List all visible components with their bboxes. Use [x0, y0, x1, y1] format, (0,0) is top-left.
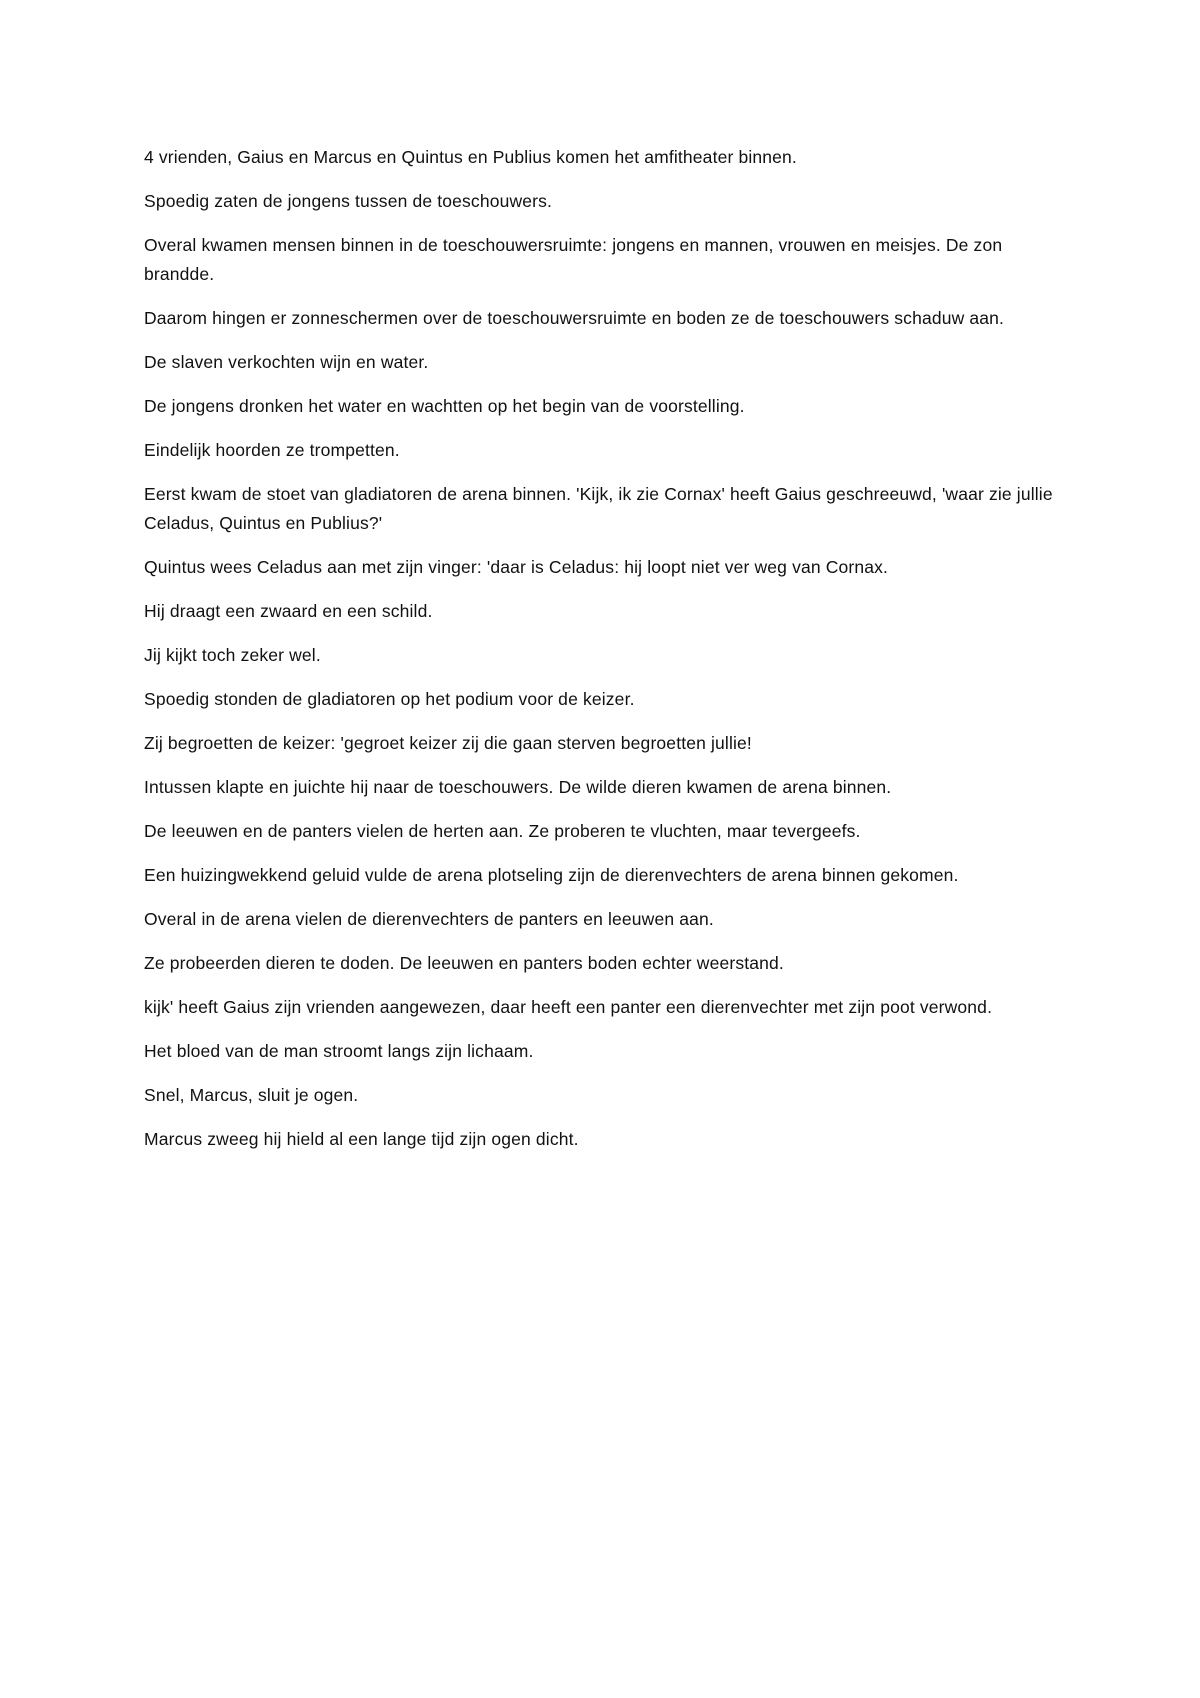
paragraph: Overal kwamen mensen binnen in de toeschouwersruimte: jongens en mannen, vrouwen en meisjes. De zon brandde. — [144, 235, 1003, 284]
paragraph: Een huizingwekkend geluid vulde de arena plotseling zijn de dierenvechters de arena binnen gekomen. — [144, 865, 959, 885]
paragraph: Marcus zweeg hij hield al een lange tijd zijn ogen dicht. — [144, 1129, 579, 1149]
paragraph: Eindelijk hoorden ze trompetten. — [144, 440, 400, 460]
paragraph: Spoedig stonden de gladiatoren op het podium voor de keizer. — [144, 689, 635, 709]
paragraph: Daarom hingen er zonneschermen over de toeschouwersruimte en boden ze de toeschouwers schaduw aan. — [144, 308, 1005, 328]
paragraph: De jongens dronken het water en wachtten op het begin van de voorstelling. — [144, 396, 745, 416]
paragraph: Intussen klapte en juichte hij naar de toeschouwers. De wilde dieren kwamen de arena binnen. — [144, 777, 892, 797]
paragraph: Ze probeerden dieren te doden. De leeuwen en panters boden echter weerstand. — [144, 953, 784, 973]
paragraph: 4 vrienden, Gaius en Marcus en Quintus en Publius komen het amfitheater binnen. — [144, 147, 797, 167]
paragraph: Jij kijkt toch zeker wel. — [144, 645, 321, 665]
paragraph: Hij draagt een zwaard en een schild. — [144, 601, 433, 621]
paragraph: Quintus wees Celadus aan met zijn vinger: 'daar is Celadus: hij loopt niet ver weg van Cornax. — [144, 557, 889, 577]
paragraph: kijk' heeft Gaius zijn vrienden aangewezen, daar heeft een panter een dierenvechter met zijn poot verwond. — [144, 997, 993, 1017]
paragraph: De leeuwen en de panters vielen de herten aan. Ze proberen te vluchten, maar tevergeefs. — [144, 821, 861, 841]
paragraph: Overal in de arena vielen de dierenvechters de panters en leeuwen aan. — [144, 909, 714, 929]
paragraph: Spoedig zaten de jongens tussen de toeschouwers. — [144, 191, 553, 211]
paragraph: Snel, Marcus, sluit je ogen. — [144, 1085, 359, 1105]
paragraph: De slaven verkochten wijn en water. — [144, 352, 429, 372]
paragraph: Eerst kwam de stoet van gladiatoren de arena binnen. 'Kijk, ik zie Cornax' heeft Gaius geschreeuwd, 'waar zie jullie Celadus, Quintus en Publius?' — [144, 484, 1053, 533]
paragraph: Het bloed van de man stroomt langs zijn lichaam. — [144, 1041, 534, 1061]
document-body — [144, 143, 1074, 1169]
paragraph: Zij begroetten de keizer: 'gegroet keizer zij die gaan sterven begroetten jullie! — [144, 733, 752, 753]
